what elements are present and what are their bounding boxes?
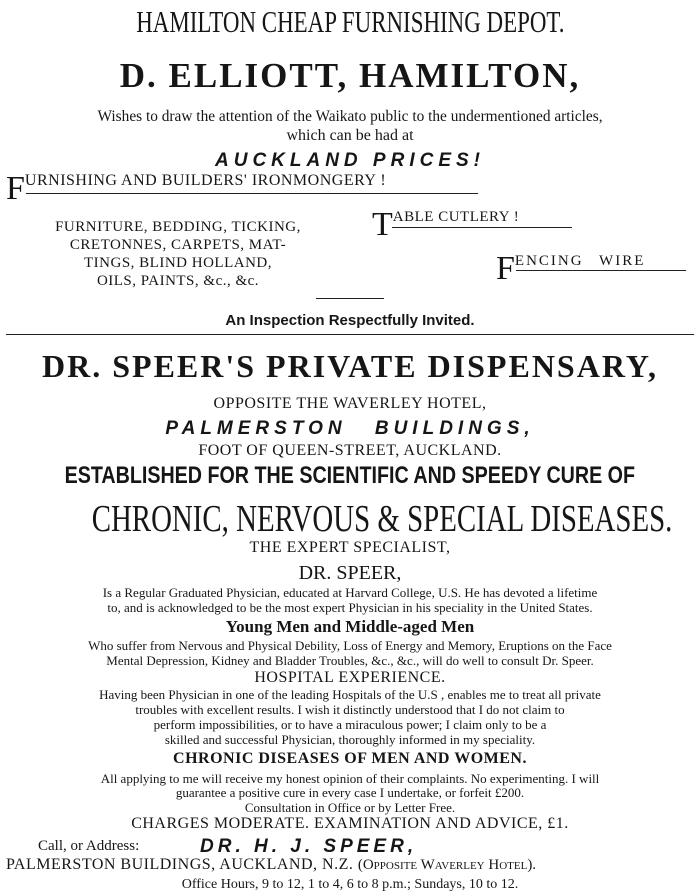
fencing-underline (516, 270, 686, 271)
hospital-heading (0, 670, 700, 686)
young-men-heading (0, 618, 700, 635)
bio-line-1 (0, 586, 700, 599)
diseases-text: CHRONIC, NERVOUS & SPECIAL DISEASES. (91, 498, 673, 540)
fencing-text: ENCING WIRE (514, 253, 646, 269)
address-text: PALMERSTON BUILDINGS, AUCKLAND, N.Z. (6, 856, 354, 873)
apply-line-2 (0, 786, 700, 799)
consultation-line (0, 801, 700, 814)
ironmongery-underline (26, 193, 478, 194)
hospital-text: HOSPITAL EXPERIENCE. (254, 669, 446, 686)
location-line-1 (0, 396, 700, 412)
suffer-line-2 (0, 654, 700, 667)
hospital-line-2 (0, 703, 700, 716)
ironmongery-heading (6, 172, 386, 206)
furniture-line: TINGS, BLIND HOLLAND, (84, 255, 272, 271)
prices-text: AUCKLAND PRICES! (215, 150, 485, 171)
dispensary-title-text: DR. SPEER'S PRIVATE DISPENSARY, (42, 348, 658, 384)
office-hours-text: Office Hours, 9 to 12, 1 to 4, 6 to 8 p.m.; Sundays, 10 to 12. (181, 877, 519, 892)
call-text: Call, or Address: (38, 838, 140, 854)
buildings-text: PALMERSTON BUILDINGS, (165, 418, 535, 439)
cutlery-text: ABLE CUTLERY ! (392, 209, 520, 225)
auckland-prices (0, 151, 700, 170)
suffer-text-1: Who suffer from Nervous and Physical Debility, Loss of Energy and Memory, Eruptions on the Face (88, 638, 612, 653)
furniture-line: CRETONNES, CARPETS, MAT- (69, 237, 287, 253)
short-divider (316, 298, 384, 299)
apply-text-1: All applying to me will receive my honest opinion of their complaints. No experimenting. I will (100, 771, 600, 786)
ad-separator (6, 334, 694, 335)
merchant-text: D. ELLIOTT, HAMILTON, (119, 56, 581, 95)
cutlery-heading (372, 208, 519, 242)
merchant-name (0, 58, 700, 93)
dispensary-title (0, 350, 700, 382)
palmerston-buildings (0, 419, 700, 438)
consultation-text: Consultation in Office or by Letter Free. (244, 800, 456, 815)
bio-text-1: Is a Regular Graduated Physician, educated at Harvard College, U.S. He has devoted a lifetime (102, 585, 598, 600)
intro-line-2 (0, 128, 700, 144)
established-text: ESTABLISHED FOR THE SCIENTIFIC AND SPEEDY CURE OF (64, 462, 636, 489)
suffer-text-2: Mental Depression, Kidney and Bladder Troubles, &c., &c., will do well to consult Dr. Speer. (106, 653, 594, 668)
address-line (6, 857, 536, 873)
hospital-line-3 (0, 718, 700, 731)
doctor-text: DR. SPEER, (298, 562, 402, 584)
location-text-1: OPPOSITE THE WAVERLEY HOTEL, (213, 395, 487, 412)
intro-line-1 (0, 109, 700, 125)
expert-line (0, 540, 700, 556)
hospital-para-1: Having been Physician in one of the leading Hospitals of the U.S , enables me to treat all private (99, 687, 601, 702)
furniture-line: FURNITURE, BEDDING, TICKING, (55, 219, 301, 235)
location-line-2 (0, 443, 700, 459)
hospital-para-3: perform impossibilities, or to have a miraculous power; I claim only to be a (153, 717, 547, 732)
ironmongery-drop-cap: F (6, 170, 25, 207)
hospital-para-2: troubles with excellent results. I wish it distinctly understood that I do not claim to (135, 702, 565, 717)
apply-line-1 (0, 772, 700, 785)
charges-line (0, 816, 700, 832)
fencing-heading (496, 252, 645, 286)
headline-text: HAMILTON CHEAP FURNISHING DEPOT. (135, 4, 565, 39)
chronic-text: CHRONIC DISEASES OF MEN AND WOMEN. (173, 750, 527, 767)
charges-text: CHARGES MODERATE. EXAMINATION AND ADVICE, £1. (131, 815, 569, 832)
apply-text-2: guarantee a positive cure in every case I undertake, or forfeit £200. (175, 785, 525, 800)
cutlery-underline (392, 227, 572, 228)
doctor-line (0, 563, 700, 583)
bio-line-2 (0, 601, 700, 614)
diseases-headline (0, 500, 700, 538)
intro-text-2: which can be had at (286, 127, 414, 144)
call-label (38, 839, 139, 854)
inspection-line (0, 313, 700, 328)
expert-text: THE EXPERT SPECIALIST, (249, 539, 451, 556)
furniture-list (6, 218, 350, 290)
furniture-line: OILS, PAINTS, &c., &c. (96, 273, 260, 289)
dr-name-text: DR. H. J. SPEER, (200, 836, 418, 857)
hospital-line-1 (0, 688, 700, 701)
fencing-drop-cap: F (496, 250, 515, 287)
inspection-text: An Inspection Respectfully Invited. (225, 312, 475, 329)
hospital-line-4 (0, 733, 700, 746)
suffer-line-1 (0, 639, 700, 652)
intro-text-1: Wishes to draw the attention of the Waikato public to the undermentioned articles, (97, 108, 603, 125)
office-hours (0, 878, 700, 892)
furnishing-depot-headline (0, 6, 700, 37)
hospital-para-4: skilled and successful Physician, thoroughly informed in my speciality. (164, 732, 536, 747)
established-line (0, 464, 700, 488)
chronic-heading (0, 751, 700, 767)
bio-text-2: to, and is acknowledged to be the most expert Physician in his speciality in the United States. (107, 600, 593, 615)
young-men-text: Young Men and Middle-aged Men (225, 617, 475, 636)
ironmongery-text: URNISHING AND BUILDERS' IRONMONGERY ! (24, 172, 387, 189)
cutlery-drop-cap: T (372, 206, 393, 243)
dr-h-j-speer (200, 837, 417, 856)
address-note-text: (Opposite Waverley Hotel). (357, 857, 537, 873)
location-text-2: FOOT OF QUEEN-STREET, AUCKLAND. (198, 442, 502, 459)
